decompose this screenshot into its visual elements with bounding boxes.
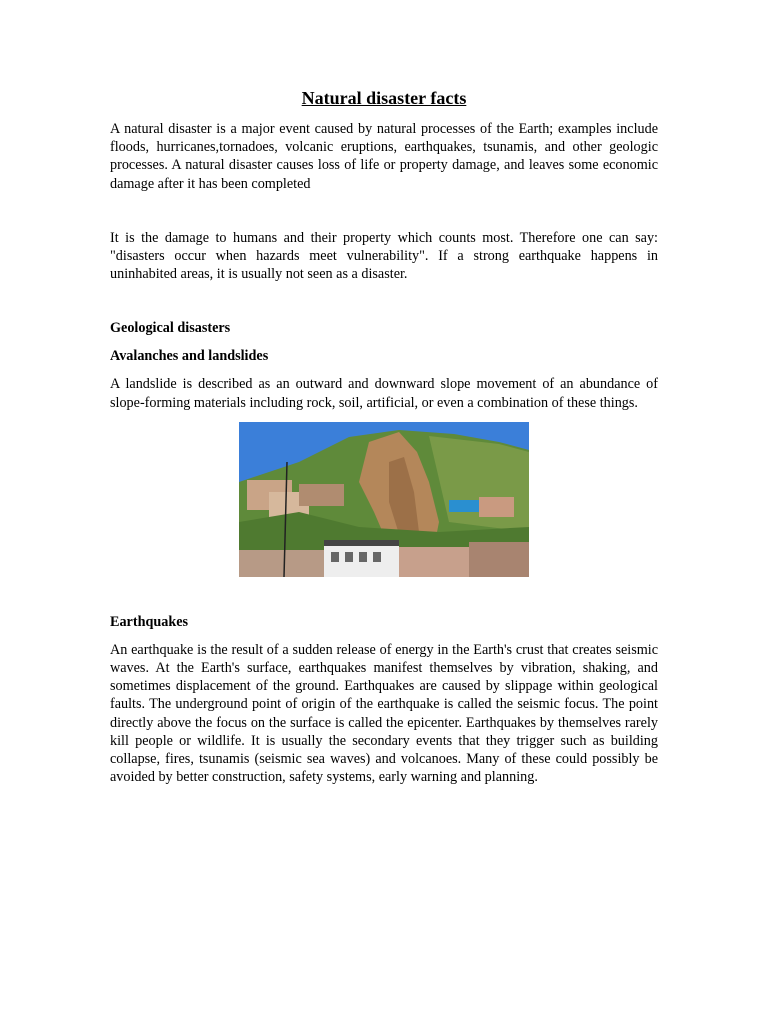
spacer [110,365,658,375]
window [359,552,367,562]
document-content [110,86,658,786]
spacer [110,577,658,613]
subheading-landslides: Avalanches and landslides [110,348,269,365]
subheading-earthquakes: Earthquakes [110,613,189,630]
spacer [110,283,658,319]
section-heading-geological: Geological disasters [110,320,231,337]
building [299,484,344,506]
earthquake-paragraph: An earthquake is the result of a sudden release of energy in the Earth's crust that creates seismic waves. At the Earth's surface, earthquakes manifest themselves by vibration, shaking, and sometimes displacement of the ground. Earthquakes are caused by slippage within geological faults. The underground point of origin of the earthquake is called the seismic focus. The point directly above the focus on the surface is called the epicenter. Earthquakes by themselves rarely kill people or wildlife. It is usually the secondary events that they trigger such as building collapse, fires, tsunamis (seismic sea waves) and volcanoes. Many of these could possibly be avoided by better construction, safety systems, early warning and planning. [110,641,658,786]
landslide-paragraph: A landslide is described as an outward and downward slope movement of an abundance of slope-forming materials including rock, soil, artificial, or even a combination of these things. [110,376,658,411]
spacer [110,631,658,641]
page-title: Natural disaster facts [301,88,467,108]
window [373,552,381,562]
building [239,550,324,577]
window [345,552,353,562]
spacer [110,193,658,229]
building [479,497,514,517]
intro-paragraph: A natural disaster is a major event caused by natural processes of the Earth; examples include floods, hurricanes,tornadoes, volcanic eruptions, earthquakes, tsunamis, and other geologic processes. A natural disaster causes loss of life or property damage, and leaves some economic damage after it has been completed [110,121,658,192]
building [469,542,529,577]
spacer [110,337,658,347]
white-building-roof [324,540,399,546]
blue-roof [449,500,479,512]
landslide-photo [239,422,529,577]
vulnerability-paragraph: It is the damage to humans and their property which counts most. Therefore one can say: "disasters occur when hazards meet vulnerability". If a strong earthquake happens in uninhabited areas, it is usually not seen as a disaster. [110,229,658,283]
landslide-illustration [239,422,529,577]
building [399,547,469,577]
window [331,552,339,562]
